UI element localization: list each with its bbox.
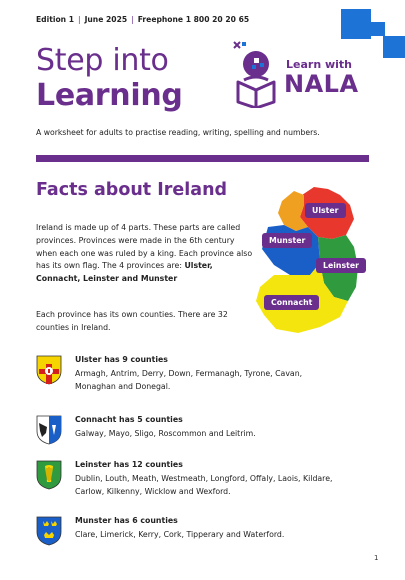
intro-provinces-bold: Ulster, Connacht, Leinster and Munster	[36, 261, 213, 284]
ulster-flag-icon	[36, 355, 62, 385]
province-title: Munster has 6 counties	[75, 516, 178, 525]
province-ulster	[36, 355, 336, 403]
section-heading: Facts about Ireland	[36, 180, 228, 200]
reading-person-logo-icon	[232, 36, 284, 108]
map-label-connacht: Connacht	[264, 295, 319, 310]
title-line-1: Step into	[36, 43, 169, 78]
title-line-2: Learning	[36, 78, 183, 113]
intro-paragraph	[36, 222, 256, 286]
intro-text: Ireland is made up of 4 parts. These parts are called provinces. Provinces were made in the 6th century when each one was ruled by a king. Each province also has its own flag. The 4 provinces are:	[36, 223, 253, 271]
map-label-ulster: Ulster	[305, 203, 346, 218]
leinster-flag-icon	[36, 460, 62, 490]
province-title: Connacht has 5 counties	[75, 415, 183, 424]
map-label-leinster: Leinster	[316, 258, 366, 273]
freephone-label: Freephone 1 800 20 20 65	[137, 15, 250, 24]
logo-text-nala: NALA	[284, 70, 359, 98]
decorative-squares	[335, 0, 405, 62]
logo-text-learn-with: Learn with	[286, 58, 352, 71]
page-number: 1	[374, 554, 379, 562]
header-meta: Edition 1 | June 2025 | Freephone 1 800 20 20 65	[36, 15, 250, 24]
connacht-flag-icon	[36, 415, 62, 445]
province-leinster	[36, 460, 336, 508]
map-label-munster: Munster	[262, 233, 312, 248]
counties-paragraph: Each province has its own counties. There are 32 counties in Ireland.	[36, 310, 228, 332]
province-counties: Armagh, Antrim, Derry, Down, Fermanagh, Tyrone, Cavan, Monaghan and Donegal.	[75, 369, 303, 391]
province-munster	[36, 516, 336, 551]
province-title: Leinster has 12 counties	[75, 460, 183, 469]
province-counties: Clare, Limerick, Kerry, Cork, Tipperary and Waterford.	[75, 530, 285, 539]
edition-label: Edition 1	[36, 15, 75, 24]
province-connacht	[36, 415, 336, 450]
date-label: June 2025	[84, 15, 128, 24]
province-counties: Galway, Mayo, Sligo, Roscommon and Leitrim.	[75, 429, 256, 438]
munster-flag-icon	[36, 516, 62, 546]
divider-bar	[36, 155, 369, 162]
province-counties: Dublin, Louth, Meath, Westmeath, Longford, Offaly, Laois, Kildare, Carlow, Kilkenny, Wicklow and Wexford.	[75, 474, 333, 496]
province-title: Ulster has 9 counties	[75, 355, 168, 364]
subtitle: A worksheet for adults to practise reading, writing, spelling and numbers.	[36, 128, 320, 137]
